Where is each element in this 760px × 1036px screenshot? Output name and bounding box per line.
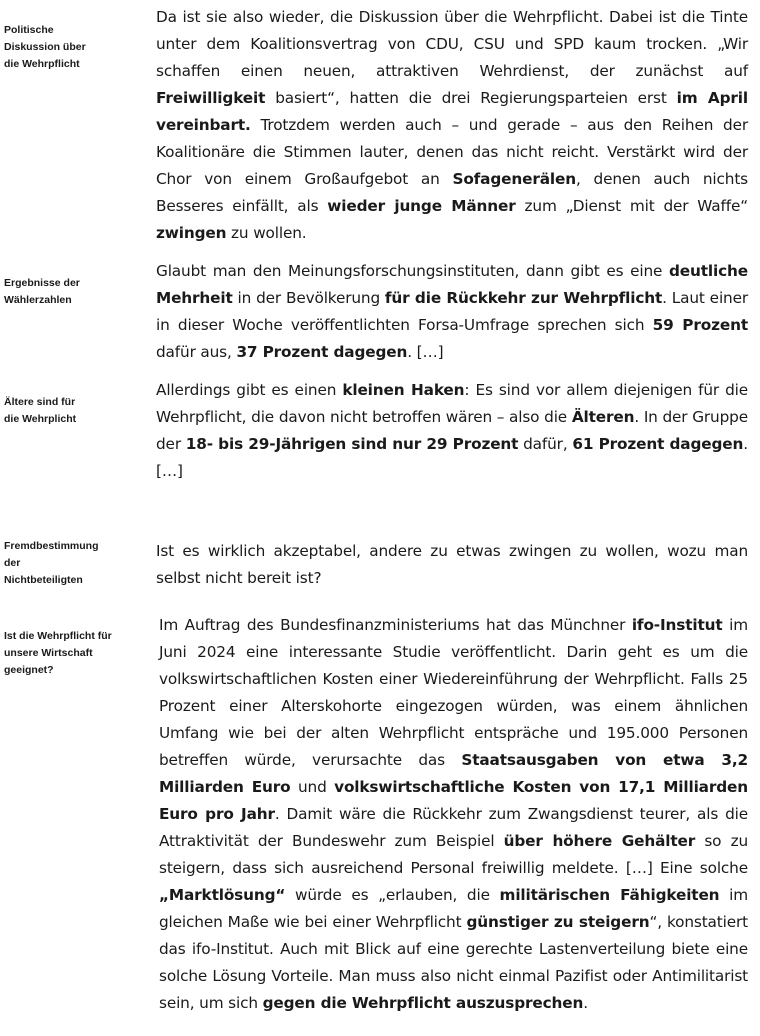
text-run: Glaubt man den Meinungsforschungsinstituten, dann gibt es eine [156,262,669,280]
bold-phrase: deutliche Mehrheit [156,262,748,307]
text-run: , denen auch nichts Besseres einfällt, als [156,170,748,215]
bold-phrase: Freiwilligkeit [156,89,266,107]
text-run: Ist es wirklich akzeptabel, andere zu etwas zwingen zu wollen, wozu man selbst nicht bereit ist? [156,542,748,587]
text-run: im gleichen Maße wie bei einer Wehrpflicht [159,886,748,931]
text-run: so zu steigern, dass sich ausreichend Personal freiwillig meldete. […] Eine solche [159,832,748,877]
paragraph-older-support [156,377,748,485]
text-run: . [583,994,588,1012]
bold-phrase: volkswirtschaftliche Kosten von 17,1 Milliarden Euro pro Jahr [159,778,749,823]
text-run: : Es sind vor allem diejenigen für die Wehrpflicht, die davon nicht betroffen wären – also die [156,381,749,426]
margin-note-voter-results: Ergebnisse der Wählerzahlen [4,277,80,306]
text-run: und [290,778,335,796]
bold-phrase: „Marktlösung“ [159,886,286,904]
bold-phrase: kleinen Haken [342,381,465,399]
text-run: würde es „erlauben, die [285,886,500,904]
bold-phrase: günstiger zu steigern [466,913,650,931]
bold-phrase: wieder junge Männer [327,197,516,215]
text-run: in der Bevölkerung [232,289,385,307]
bold-phrase: 61 Prozent dagegen [572,435,744,453]
text-run: dafür aus, [156,343,237,361]
text-run: Allerdings gibt es einen [156,381,343,399]
text-run: Trotzdem werden auch – und gerade – aus den Reihen der Koalitionäre die Stimmen lauter, denen das nicht reicht. Verstärkt wird der Chor von einem Großaufgebot an [156,116,748,188]
margin-note-political-discussion: Politische Diskussion über die Wehrpflicht [4,24,86,70]
bold-phrase: zwingen [156,224,227,242]
paragraph-political-discussion [156,4,748,247]
margin-note-economy: Ist die Wehrpflicht für unsere Wirtschaft geeignet? [4,630,112,676]
bold-phrase: im April vereinbart. [156,89,748,134]
text-run: . […] [156,435,748,480]
text-run: . In der Gruppe der [156,408,748,453]
margin-note-older-support: Ältere sind für die Wehrplicht [4,396,77,425]
paragraph-external-determination [156,538,748,592]
text-run: im Juni 2024 eine interessante Studie veröffentlicht. Darin geht es um die volkswirtschaftlichen Kosten einer Wiedereinführung der Wehrpflicht. Falls 25 Prozent einer Alterskohorte eingezogen würden, was einem ähnlichen Umfang wie bei der alten Wehrpflicht entspräche und 195.000 Personen betreffen würde, verursachte das [159,616,748,769]
text-run: . Laut einer in dieser Woche veröffentlichten Forsa-Umfrage sprechen sich [156,289,748,334]
text-run: zu wollen. [226,224,307,242]
text-run: zum „Dienst mit der Waffe“ [515,197,749,215]
paragraph-economy [159,612,748,1017]
bold-phrase: Sofagenerälen [452,170,576,188]
bold-phrase: über höhere Gehälter [503,832,696,850]
bold-phrase: für die Rückkehr zur Wehrpflicht [384,289,663,307]
text-run: . Damit wäre die Rückkehr zum Zwangsdienst teurer, als die Attraktivität der Bundeswehr zum Beispiel [159,805,748,850]
bold-phrase: 59 Prozent [652,316,749,334]
bold-phrase: 18- bis 29-Jährigen sind nur 29 Prozent [185,435,519,453]
bold-phrase: militärischen Fähigkeiten [499,886,720,904]
bold-phrase: ifo-Institut [631,616,723,634]
bold-phrase: gegen die Wehrpflicht auszusprechen [262,994,584,1012]
text-run: . […] [407,343,444,361]
bold-phrase: Älteren [571,408,635,426]
text-run: basiert“, hatten die drei Regierungsparteien erst [265,89,677,107]
text-run: Da ist sie also wieder, die Diskussion über die Wehrpflicht. Dabei ist die Tinte unter dem Koalitionsvertrag von CDU, CSU und SPD kaum trocken. „Wir schaffen einen neuen, attraktiven Wehrdienst, der zunächst auf [156,8,748,80]
text-run: dafür, [518,435,573,453]
paragraph-voter-results [156,258,748,366]
text-run: “, konstatiert das ifo-Institut. Auch mit Blick auf eine gerechte Lastenverteilung biete eine solche Lösung Vorteile. Man muss also nicht einmal Pazifist oder Antimilitarist sein, um sich [159,913,748,1012]
bold-phrase: Staatsausgaben von etwa 3,2 Milliarden Euro [159,751,749,796]
margin-note-external-determination: Fremdbestimmung der Nichtbeteiligten [4,540,99,586]
text-run: Im Auftrag des Bundesfinanzministeriums hat das Münchner [159,616,632,634]
bold-phrase: 37 Prozent dagegen [236,343,408,361]
